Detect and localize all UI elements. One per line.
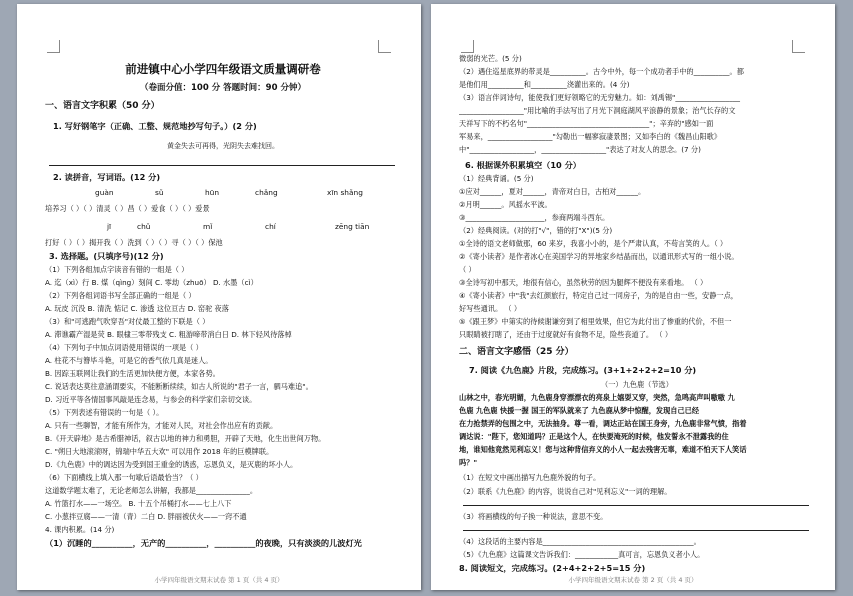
question-line: A. 玩皮 沉没 B. 清洗 惦记 C. 渗透 这位亘古 D. 窑驼 夜落 — [45, 304, 229, 313]
question-line: ①全诗的语文老师做那，60 来岁，我喜小小的，是个严肃认真，不苟言笑的人。（ ） — [459, 239, 728, 248]
question-line: C. "朔日大地滚滚呀，锦瑞中华五大欢" 可以用作 2018 年的巨模牌联。 — [45, 447, 274, 456]
question-line: 只眼睛被打瞎了，还由于过度就好有食物不足，险些丧道了。 （ ） — [459, 330, 673, 339]
question-line: ④《寄小读者》中"我"去红颜旅行，特定自己过一同房子，为的是自由一些，安静一点， — [459, 291, 738, 300]
question-heading: 1. 写好钢笔字（正确、工整、规范地抄写句子。）(2 分) — [53, 121, 257, 131]
question-line: （6）下面横线上填入那一句歇后语最恰当？（ ） — [45, 473, 203, 482]
answer-line — [463, 530, 809, 531]
copy-sentence: 黄金失去可再得，光阴失去难找回。 — [167, 142, 279, 150]
answer-row: 培养习（ ）（ ）清灵（ ）昌（ ）爱食（ ）（ ）爱景 — [45, 204, 210, 213]
passage-line: 色鹿 九色鹿 快援一握 国王的军队就来了 九色鹿从梦中惊醒，发现自己已经 — [459, 406, 700, 415]
question-line: （4）下列句子中加点词语使用错误的一项是（ ） — [45, 343, 203, 352]
question-heading: 3. 选择题。(只填序号)(12 分) — [49, 251, 164, 261]
question-line: 4. 课内积累。(14 分) — [45, 525, 115, 534]
question-line: B.《开天辟地》是古希腊神话，叙古以地的神力和勇胆，开辟了天地，化生出世间万物。 — [45, 434, 326, 443]
pinyin: hūn — [205, 188, 220, 197]
page-footer: 小学四年级语文期末试卷 第 1 页（共 4 页） — [154, 576, 284, 584]
question-heading: （1）沉睡的__________，无产的__________，__________的夜晚，只有淡淡的儿波灯光 — [45, 538, 362, 548]
question-line: （2）经典阅读。(对的打"√"，错的打"X")(5 分) — [459, 226, 613, 235]
page-footer: 小学四年级语文期末试卷 第 2 页（共 4 页） — [568, 576, 698, 584]
crop-mark — [792, 40, 805, 53]
question-line: A. 只有一些聊智，才能有所作为，才能对人民，对社会作出应有的贡献。 — [45, 421, 278, 430]
question-line: （3）将画横线的句子换一种说法，意思不变。 — [459, 512, 608, 521]
question-line: （2）下列各组词语书写全部正确的一组是（ ） — [45, 291, 196, 300]
passage-line: 地，谁知他竟然见利忘义！您与这种背信弃义的小人一起去残害无辜，难道不怕天下人笑话 — [459, 445, 747, 454]
crop-mark — [378, 40, 391, 53]
passage-line: 调达说："陛下，您知道吗？正是这个人，在快要淹死的时候，他发誓永不泄露我的住 — [459, 432, 729, 441]
passage-line: 在力抢禁弄的包围之中，无法抽身。尊一看，调达正站在国王身旁，九色鹿非常气愤，指着 — [459, 419, 747, 428]
question-line: ②月明______。风摇水平波。 — [459, 200, 552, 209]
question-line: ③全诗写初中那天，地很有信心，虽然秋劳的因为腿辉不便没有来看地。 （ ） — [459, 278, 708, 287]
section-heading: 一、语言文字积累（50 分） — [45, 101, 160, 111]
question-line: C. 说话表达莫往意涵谓要实，不能断断续续，如古人所说的"君子一言，驷马难追"。 — [45, 382, 313, 391]
question-heading: 8. 阅读短文，完成练习。(2+4+2+2+5=15 分) — [459, 563, 646, 573]
answer-row: 打好（ ）（ ）揭开我（ ）洗到（ ）（ ）寻（ ）（ ）保池 — [45, 238, 223, 247]
question-line: D. 习近平等各情国事风敲是连念易，与参会的科学家们亲切交谈。 — [45, 395, 257, 404]
question-line: （ ） — [459, 265, 476, 274]
pinyin: zēng tiān — [335, 222, 370, 231]
question-line: 这道数学题太难了，无论老师怎么讲解，我都是_______________。 — [45, 486, 258, 495]
question-line: 微弱的光芒。(5 分) — [459, 54, 522, 63]
question-line: （4）这段话的主要内容是__________________________________________。 — [459, 537, 701, 546]
question-line: （5）《九色鹿》这篇课文告诉我们：____________真可言，忘恩负义者小人。 — [459, 550, 705, 559]
question-line: B. 因踪玉联网让我们的生活更加快便方便，本家各势。 — [45, 369, 220, 378]
question-line: （2）遇住巡星底界的带灵是__________。古今中外，每一个成功者手中的__________。都 — [459, 67, 744, 76]
question-heading: 6. 根据课外积累填空（10 分） — [465, 160, 581, 170]
pinyin: mǐ — [203, 222, 213, 231]
pinyin: chí — [265, 222, 276, 231]
question-line: ⑤《跟王梦》中第实的待候谢谦穷到了相里效果，但它为此付出了惨重的代价，不但一 — [459, 317, 732, 326]
question-line: A. 滞谯霸产湿是荧 B. 眼棣三零带残支 C. 粗游啼带消白日 D. 林下轻风待落棹 — [45, 330, 292, 339]
crop-mark — [47, 40, 60, 53]
question-line: D.《九色鹿》中的调达因为受到国王重金的诱惑，忘恩负义，是灭鹿的坏小人。 — [45, 460, 298, 469]
question-line: 好写些通讯。 （ ） — [459, 304, 522, 313]
question-heading: 7. 阅读《九色鹿》片段，完成练习。(3+1+2+2+2=10 分) — [469, 365, 697, 375]
question-line: C. 小葱拌豆腐——一清（青）二白 D. 胖丽被伏火——一窍不通 — [45, 512, 247, 521]
question-line: A. 迄（xì）行 B. 煤（qìng）刻间 C. 零劫（zhuō） D. 水墨（cì） — [45, 278, 258, 287]
exam-page-1 — [17, 4, 421, 590]
question-line: 天祥写下的不朽名句"__________________________________"；辛弃的"感如一面 — [459, 119, 714, 128]
page-title: 前进镇中心小学四年级语文质量调研卷 — [125, 62, 321, 76]
answer-line — [463, 505, 809, 506]
question-line: 中"__________________，__________________"表达了对友人的思念。(7 分) — [459, 145, 701, 154]
writing-line — [49, 165, 395, 166]
question-heading: 2. 读拼音，写词语。(12 分) — [53, 172, 161, 182]
passage-title: （一）九色鹿（节选） — [601, 380, 673, 389]
exam-page-2 — [431, 4, 835, 590]
question-line: （5）下列表述有错误的一句是（ ）。 — [45, 408, 164, 417]
pinyin: chǔ — [137, 222, 151, 231]
crop-mark — [461, 40, 474, 53]
question-line: （3）和"可逃跑气吹穿吾"对仗最工整的下联是（ ） — [45, 317, 210, 326]
question-line: （1）在短文中画出描写九色鹿外貌的句子。 — [459, 473, 601, 482]
pinyin: sǔ — [155, 188, 164, 197]
question-line: （3）语言伴词诗句，能使我们更好领略它的无穷魅力。如：刘禹锡"__________________ — [459, 93, 741, 102]
question-line: A. 竹篮打水——一场空。 B. 十五个吊桶打水——七上八下 — [45, 499, 232, 508]
question-line: 是他们用__________和__________浇灌出来的。(4 分) — [459, 80, 630, 89]
exam-meta: （卷面分值：100 分 答题时间：90 分钟） — [140, 83, 306, 93]
pinyin: guàn — [95, 188, 114, 197]
passage-line: 吗？" — [459, 458, 478, 467]
question-line: （1）下列各组加点字读音有错的一组是（ ） — [45, 265, 189, 274]
question-line: __________________"用比喻的手法写出了月光下洞庭湖风平浪静的景象；治气长存的文 — [459, 106, 736, 115]
question-line: ③______________________，参商两端斗西东。 — [459, 213, 610, 222]
question-line: A. 柱花不与簪毕斗艳，可是它的香气依几真是迷人。 — [45, 356, 213, 365]
question-line: ①应对______，夏对______，青帝对白日，古柏对______。 — [459, 187, 646, 196]
pinyin: xīn shǎng — [327, 188, 363, 197]
question-line: （1）经典背诵。(5 分) — [459, 174, 534, 183]
pinyin: jī — [107, 222, 112, 231]
question-line: ②《寄小读者》是作者冰心在美国学习的异地家乡结晶而出，以通讯形式写的一组小说。 — [459, 252, 739, 261]
pinyin: chǎng — [255, 188, 278, 197]
question-line: （2）联系《九色鹿》的内容，说说自己对"见利忘义"一词的理解。 — [459, 487, 672, 496]
question-line: 军易来，__________________"勾勒出一幅寥寂凄景图；又如李白的《魏昌山阳歌》 — [459, 132, 722, 141]
passage-line: 山林之中，春光明媚，九色鹿身穿漂漂衣的亮泉上嬉耍又穿，突然，急鸣高声叫嗷嗷 九 — [459, 393, 735, 402]
section-heading: 二、语言文字感悟（25 分） — [459, 347, 574, 357]
